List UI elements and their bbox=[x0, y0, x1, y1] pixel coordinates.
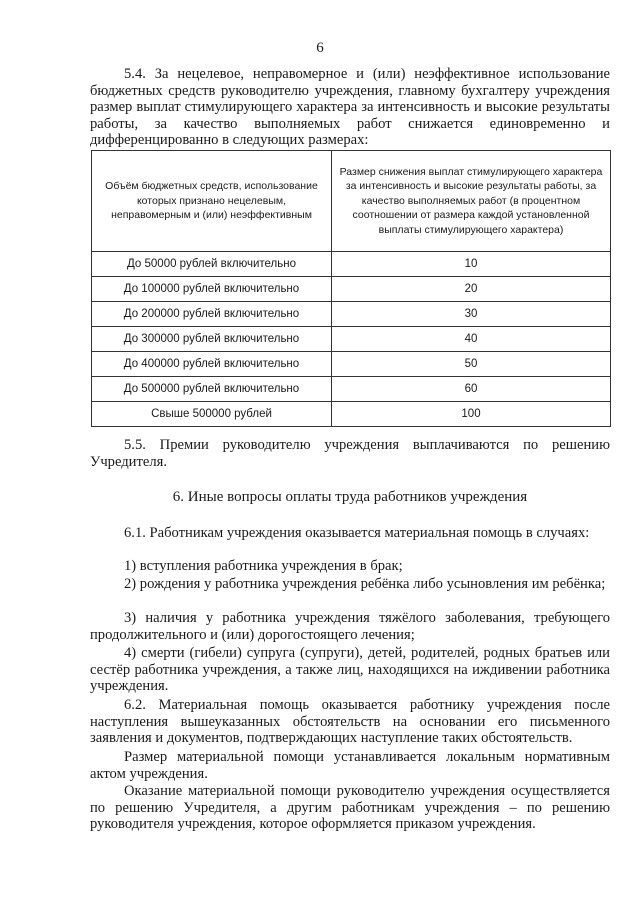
paragraph-5-4: 5.4. За нецелевое, неправомерное и (или) неэффективное использование бюджетных средств руководителю учреждения, главному бухгалтеру учреждения размер выплат стимулирующего характера за интенсивность и высокие результаты работы, за качество выполняемых работ снижается единовременно и дифференцированно в следующих размерах: bbox=[90, 66, 610, 149]
list-item-3: 3) наличия у работника учреждения тяжёлого заболевания, требующего продолжительного и (или) дорогостоящего лечения; bbox=[90, 610, 610, 643]
paragraph-aid-head: Оказание материальной помощи руководителю учреждения осуществляется по решению Учредителя, а другим работникам учреждения – по решению руководителя учреждения, которое оформляется приказом учреждения. bbox=[90, 783, 610, 833]
list-item-1: 1) вступления работника учреждения в брак; bbox=[124, 558, 403, 574]
reduction-table bbox=[91, 150, 611, 427]
table-cell-percent: 30 bbox=[332, 302, 611, 327]
table-row bbox=[92, 302, 611, 327]
table-cell-percent: 100 bbox=[332, 402, 611, 427]
table-row bbox=[92, 327, 611, 352]
paragraph-6-2: 6.2. Материальная помощь оказывается работнику учреждения после наступления вышеуказанных обстоятельств на основании его письменного заявления и документов, подтверждающих наступление таких обстоятельств. bbox=[90, 697, 610, 747]
list-item-4: 4) смерти (гибели) супруга (супруги), детей, родителей, родных братьев или сестёр работника учреждения, а также лиц, находящихся на иждивении работника учреждения. bbox=[90, 645, 610, 695]
table-cell-amount: Свыше 500000 рублей bbox=[92, 402, 332, 427]
page-number: 6 bbox=[316, 40, 324, 56]
table-cell-percent: 50 bbox=[332, 352, 611, 377]
table-cell-amount: До 200000 рублей включительно bbox=[92, 302, 332, 327]
section-6-title: 6. Иные вопросы оплаты труда работников учреждения bbox=[172, 489, 528, 505]
table-cell-percent: 60 bbox=[332, 377, 611, 402]
table-row bbox=[92, 277, 611, 302]
paragraph-5-5: 5.5. Премии руководителю учреждения выплачиваются по решению Учредителя. bbox=[90, 437, 610, 470]
table-header-percent: Размер снижения выплат стимулирующего характера за интенсивность и высокие результаты работы, за качество выполняемых работ (в процентном соотношении от размера каждой установленной выплаты стимулирующего характера) bbox=[332, 151, 611, 252]
table-cell-amount: До 500000 рублей включительно bbox=[92, 377, 332, 402]
table-cell-amount: До 50000 рублей включительно bbox=[92, 252, 332, 277]
list-item-2: 2) рождения у работника учреждения ребёнка либо усыновления им ребёнка; bbox=[124, 576, 606, 592]
paragraph-6-1: 6.1. Работникам учреждения оказывается материальная помощь в случаях: bbox=[124, 525, 590, 541]
table-cell-percent: 20 bbox=[332, 277, 611, 302]
table-row bbox=[92, 352, 611, 377]
table-cell-amount: До 100000 рублей включительно bbox=[92, 277, 332, 302]
table-row bbox=[92, 377, 611, 402]
table-row bbox=[92, 402, 611, 427]
table-cell-amount: До 400000 рублей включительно bbox=[92, 352, 332, 377]
table-row bbox=[92, 252, 611, 277]
table-header-amount: Объём бюджетных средств, использование которых признано нецелевым, неправомерным и (или) неэффективным bbox=[92, 151, 332, 252]
table-header-row bbox=[92, 151, 611, 252]
table-cell-amount: До 300000 рублей включительно bbox=[92, 327, 332, 352]
table-cell-percent: 40 bbox=[332, 327, 611, 352]
table-cell-percent: 10 bbox=[332, 252, 611, 277]
paragraph-aid-size: Размер материальной помощи устанавливается локальным нормативным актом учреждения. bbox=[90, 749, 610, 782]
